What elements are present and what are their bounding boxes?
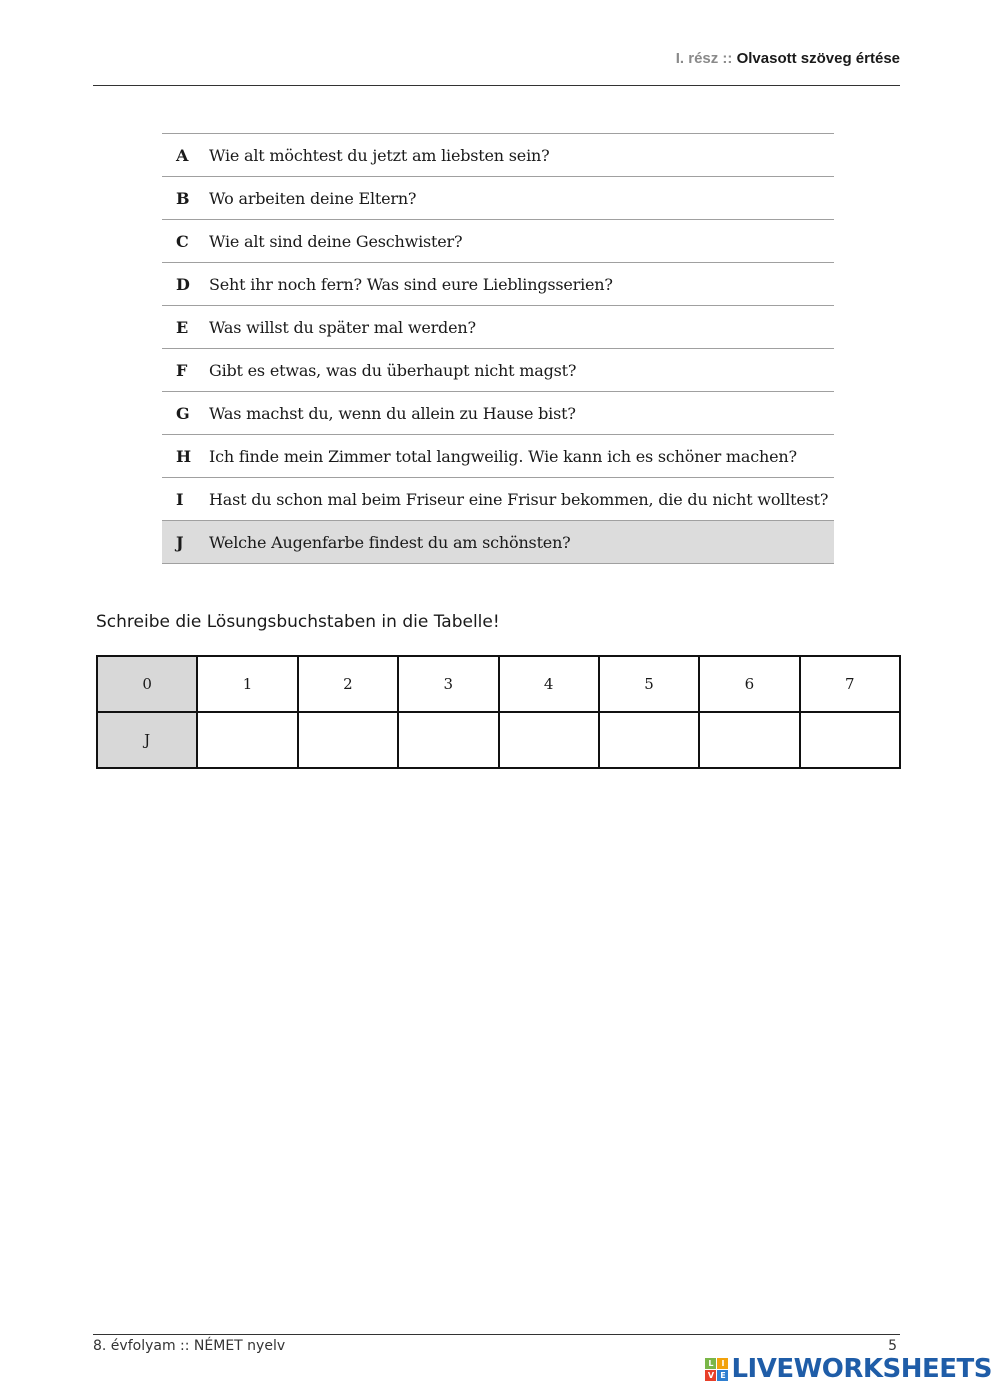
question-text: Ich finde mein Zimmer total langweilig. Wie kann ich es schöner machen? bbox=[209, 446, 797, 466]
liveworksheets-icon bbox=[705, 1358, 728, 1381]
question-text: Was willst du später mal werden? bbox=[209, 317, 476, 337]
answer-input-cell-2[interactable] bbox=[298, 712, 398, 768]
answer-input-cell-3[interactable] bbox=[398, 712, 498, 768]
number-cell: 1 bbox=[197, 656, 297, 712]
liveworksheets-wordmark: LIVEWORKSHEETS bbox=[731, 1354, 992, 1384]
question-row-f bbox=[162, 349, 834, 392]
question-letter: G bbox=[176, 403, 190, 423]
answer-input-cell-7[interactable] bbox=[800, 712, 900, 768]
question-text: Welche Augenfarbe findest du am schönsten? bbox=[209, 532, 571, 552]
question-text: Gibt es etwas, was du überhaupt nicht magst? bbox=[209, 360, 577, 380]
answer-input-cell-1[interactable] bbox=[197, 712, 297, 768]
question-text: Wo arbeiten deine Eltern? bbox=[209, 188, 417, 208]
question-letter: J bbox=[176, 532, 184, 552]
question-row-h bbox=[162, 435, 834, 478]
footer-divider bbox=[93, 1334, 900, 1335]
answer-input-cell-5[interactable] bbox=[599, 712, 699, 768]
question-text: Was machst du, wenn du allein zu Hause bist? bbox=[209, 403, 576, 423]
logo-tile-e: E bbox=[717, 1370, 728, 1381]
header-title: Olvasott szöveg értése bbox=[736, 50, 900, 67]
answer-input-cell-6[interactable] bbox=[699, 712, 799, 768]
question-letter: D bbox=[176, 274, 190, 294]
question-row-j bbox=[162, 521, 834, 564]
question-letter: C bbox=[176, 231, 189, 251]
instruction-text: Schreibe die Lösungsbuchstaben in die Tabelle! bbox=[96, 612, 500, 632]
question-row-a bbox=[162, 134, 834, 177]
answer-number-row bbox=[97, 656, 900, 712]
answer-input-cell-4[interactable] bbox=[499, 712, 599, 768]
question-row-c bbox=[162, 220, 834, 263]
question-letter: H bbox=[176, 446, 192, 466]
number-cell: 7 bbox=[800, 656, 900, 712]
question-letter: I bbox=[176, 489, 184, 509]
question-letter: A bbox=[176, 145, 189, 165]
liveworksheets-logo bbox=[705, 1354, 992, 1384]
question-letter: E bbox=[176, 317, 189, 337]
logo-tile-i: I bbox=[717, 1358, 728, 1369]
number-cell: 4 bbox=[499, 656, 599, 712]
question-row-d bbox=[162, 263, 834, 306]
questions-list bbox=[162, 133, 834, 564]
header-part: I. rész :: bbox=[675, 50, 733, 67]
logo-tile-v: V bbox=[705, 1370, 716, 1381]
number-cell: 2 bbox=[298, 656, 398, 712]
question-row-g bbox=[162, 392, 834, 435]
question-text: Wie alt möchtest du jetzt am liebsten sein? bbox=[209, 145, 550, 165]
question-row-e bbox=[162, 306, 834, 349]
number-cell: 3 bbox=[398, 656, 498, 712]
question-text: Seht ihr noch fern? Was sind eure Lieblingsserien? bbox=[209, 274, 613, 294]
number-cell: 0 bbox=[97, 656, 197, 712]
page-header bbox=[676, 50, 900, 67]
question-row-i bbox=[162, 478, 834, 521]
question-text: Hast du schon mal beim Friseur eine Frisur bekommen, die du nicht wolltest? bbox=[209, 489, 829, 509]
page-number: 5 bbox=[888, 1338, 897, 1354]
number-cell: 5 bbox=[599, 656, 699, 712]
question-text: Wie alt sind deine Geschwister? bbox=[209, 231, 463, 251]
answer-table bbox=[96, 655, 901, 769]
question-row-b bbox=[162, 177, 834, 220]
logo-tile-l: L bbox=[705, 1358, 716, 1369]
question-letter: B bbox=[176, 188, 190, 208]
question-letter: F bbox=[176, 360, 188, 380]
answer-input-row bbox=[97, 712, 900, 768]
footer-grade-subject: 8. évfolyam :: NÉMET nyelv bbox=[93, 1338, 286, 1354]
answer-example-cell: J bbox=[97, 712, 197, 768]
header-divider bbox=[93, 85, 900, 86]
number-cell: 6 bbox=[699, 656, 799, 712]
